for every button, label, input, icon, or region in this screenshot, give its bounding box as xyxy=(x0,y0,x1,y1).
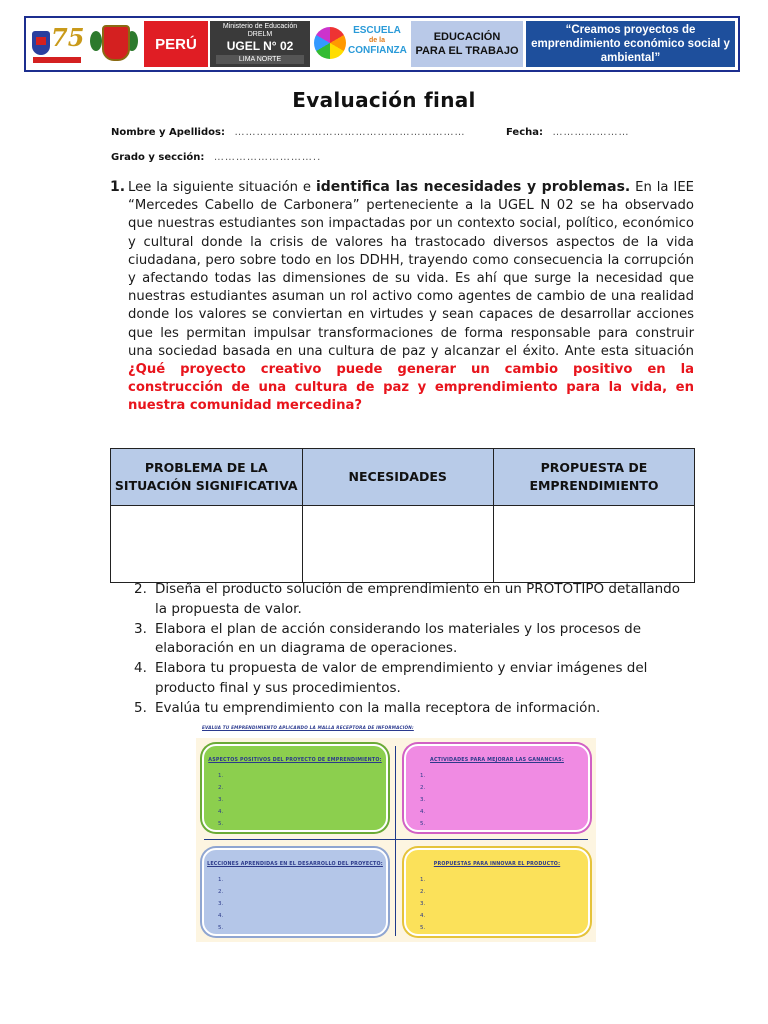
list-item: 1. xyxy=(218,877,224,883)
quadrant-items xyxy=(218,874,223,934)
malla-vertical-axis xyxy=(395,746,396,936)
list-item: 1. xyxy=(218,773,224,779)
quadrant-items xyxy=(420,770,425,830)
list-item: 1. xyxy=(420,773,426,779)
page-title: Evaluación final xyxy=(292,88,476,112)
quadrant-improve-earnings[interactable] xyxy=(404,744,590,832)
task-list xyxy=(134,580,694,719)
list-item xyxy=(134,659,694,698)
quadrant-heading: ASPECTOS POSITIVOS DEL PROYECTO DE EMPRENDIMIENTO: xyxy=(208,758,382,763)
list-item xyxy=(134,699,694,719)
quadrant-heading: PROPUESTAS PARA INNOVAR EL PRODUCTO: xyxy=(433,862,561,867)
header-banner xyxy=(24,16,740,72)
list-item: 2. xyxy=(420,785,426,791)
table-row xyxy=(111,506,695,583)
quadrant-heading: LECCIONES APRENDIDAS EN EL DESARROLLO DEL PROYECTO: xyxy=(207,862,383,867)
task-number: 2. xyxy=(134,581,147,597)
list-item: 1. xyxy=(420,877,426,883)
shield-icon xyxy=(32,31,50,55)
task-number: 5. xyxy=(134,699,147,716)
question-bold: identifica las necesidades y problemas. xyxy=(315,179,631,195)
slogan: “Creamos proyectos de emprendimiento económico social y ambiental” xyxy=(526,21,735,67)
list-item: 4. xyxy=(218,809,224,815)
ministry-block xyxy=(210,21,310,67)
malla-title: EVALUA TU EMPRENDIMIENTO APLICANDO LA MALLA RECEPTORA DE INFORMACIÓN: xyxy=(202,725,414,730)
list-item: 5. xyxy=(420,821,426,827)
date-label: Fecha: xyxy=(506,127,544,138)
cell-propuesta[interactable] xyxy=(493,506,694,583)
date-field xyxy=(506,127,630,138)
list-item: 3. xyxy=(218,797,224,803)
wreath-left-icon xyxy=(90,31,102,51)
col-problema: PROBLEMA DE LA SITUACIÓN SIGNIFICATIVA xyxy=(111,449,303,506)
ministry-drelm: DRELM xyxy=(247,31,273,38)
list-item: 2. xyxy=(218,785,224,791)
col-necesidades: NECESIDADES xyxy=(302,449,493,506)
list-item: 4. xyxy=(420,913,426,919)
question-1 xyxy=(112,178,694,416)
grade-dots: ……………………….. xyxy=(213,152,322,163)
question-body xyxy=(128,178,694,416)
ministry-name: Ministerio de Educación xyxy=(222,23,298,30)
cell-problema[interactable] xyxy=(111,506,303,583)
escuela-text xyxy=(348,25,406,57)
list-item: 4. xyxy=(218,913,224,919)
list-item: 3. xyxy=(218,901,224,907)
list-item xyxy=(134,580,694,619)
malla-receptora xyxy=(196,725,596,942)
escuela-confianza: CONFIANZA xyxy=(348,45,407,56)
question-red: ¿Qué proyecto creativo puede generar un cambio positivo en la construcción de una cultura de paz y emprendimiento para la vida, en nuestra comunidad mercedina? xyxy=(128,362,694,414)
quadrant-heading: ACTIVIDADES PARA MEJORAR LAS GANANCIAS: xyxy=(430,758,564,763)
cell-necesidades[interactable] xyxy=(302,506,493,583)
quadrant-lessons-learned[interactable] xyxy=(202,848,388,936)
escuela-de: de la xyxy=(369,37,385,44)
ministry-zone: LIMA NORTE xyxy=(216,55,304,64)
quadrant-positive-aspects[interactable] xyxy=(202,744,388,832)
list-item: 5. xyxy=(218,821,224,827)
flower-icon xyxy=(314,27,346,59)
list-item: 3. xyxy=(420,901,426,907)
quadrant-items xyxy=(218,770,223,830)
peru-label: PERÚ xyxy=(144,21,208,67)
list-item: 2. xyxy=(420,889,426,895)
task-text: Evalúa tu emprendimiento con la malla receptora de información. xyxy=(155,699,601,716)
ribbon-icon xyxy=(33,57,81,63)
list-item xyxy=(134,620,694,659)
coat-shield-icon xyxy=(102,25,130,61)
table-header-row xyxy=(111,449,695,506)
task-text: Elabora el plan de acción considerando los materiales y los procesos de elaboración en un diagrama de operaciones. xyxy=(155,620,642,656)
quadrant-items xyxy=(420,874,425,934)
name-field xyxy=(111,127,465,138)
task-number: 4. xyxy=(134,660,147,676)
list-item: 5. xyxy=(218,925,224,931)
task-text: Diseña el producto solución de emprendimiento en un PROTOTIPO detallando la propuesta de valor. xyxy=(155,581,681,617)
ministry-ugel: UGEL N° 02 xyxy=(226,39,294,53)
list-item: 3. xyxy=(420,797,426,803)
coat-of-arms-logo xyxy=(88,21,140,67)
name-dots: ……………………………………………………… xyxy=(234,127,466,138)
escuela-word: ESCUELA xyxy=(353,25,401,36)
quadrant-innovation-proposals[interactable] xyxy=(404,848,590,936)
grade-field xyxy=(111,152,321,163)
situation-table xyxy=(110,448,695,583)
anniversary-number: 75 xyxy=(51,23,85,52)
ept-line1: EDUCACIÓN xyxy=(433,31,501,43)
ept-block xyxy=(411,21,523,67)
escuela-logo xyxy=(312,21,408,67)
list-item: 2. xyxy=(218,889,224,895)
date-dots: ………………… xyxy=(552,127,630,138)
col-propuesta: PROPUESTA DE EMPRENDIMIENTO xyxy=(493,449,694,506)
anniversary-logo xyxy=(29,21,85,67)
malla-horizontal-axis xyxy=(204,839,588,840)
ept-line2: PARA EL TRABAJO xyxy=(415,45,519,57)
task-number: 3. xyxy=(134,620,147,637)
question-number: 1. xyxy=(110,179,126,195)
question-text: En la IEE “Mercedes Cabello de Carbonera” perteneciente a la UGEL N 02 se ha observado que nuestras estudiantes son impactadas por un contexto social, político, económico y cultural donde la crisis de valores ha trastocado diversos aspectos de la vida ciudadana, pero sobre todo en los DDHH, trayendo como consecuencia la corrupción y afectando todas las dimensiones de su vida. Es ahí que surge la necesidad que nuestras estudiantes asuman un rol activo como agentes de cambio de una realidad donde los valores se conviertan en virtudes y sean capaces de desarrollar acciones que les permitan impulsar transformaciones de forma responsable para construir una sociedad basada en una cultura de paz y alcanzar el éxito. Ante esta situación xyxy=(128,180,694,359)
grade-label: Grado y sección: xyxy=(111,152,205,163)
list-item: 4. xyxy=(420,809,426,815)
name-label: Nombre y Apellidos: xyxy=(111,127,225,138)
task-text: Elabora tu propuesta de valor de emprendimiento y enviar imágenes del producto final y sus procedimientos. xyxy=(155,660,648,696)
list-item: 5. xyxy=(420,925,426,931)
question-intro: Lee la siguiente situación e xyxy=(128,180,316,195)
